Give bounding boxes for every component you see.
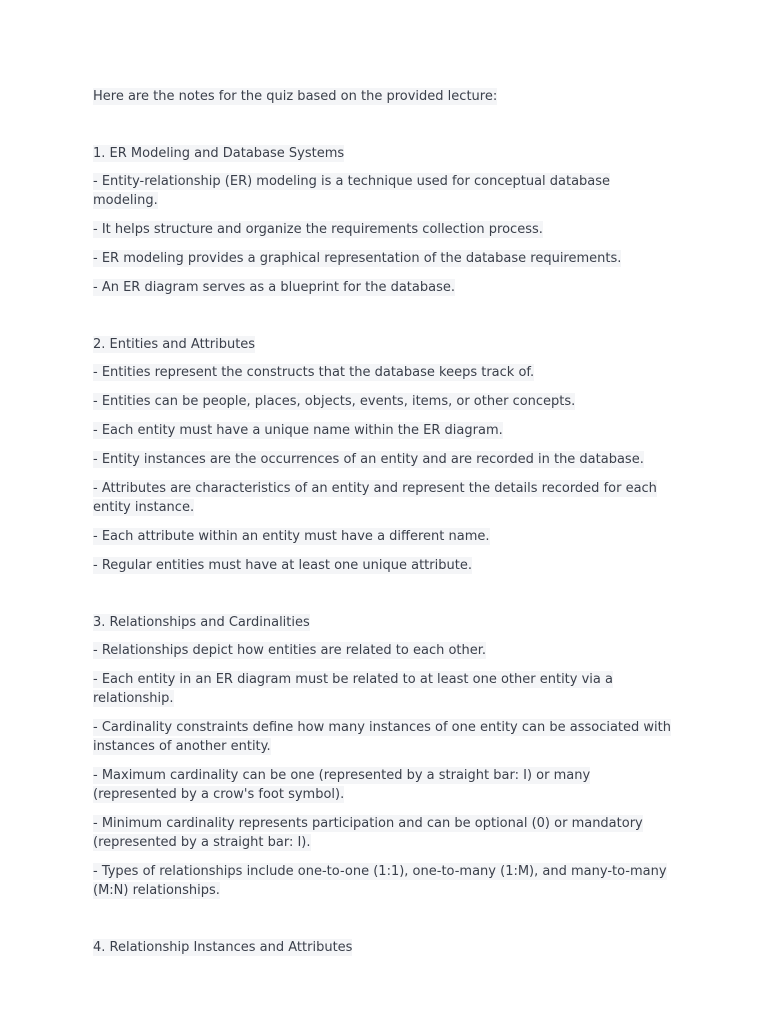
bullet-item: - Relationships depict how entities are related to each other.: [93, 643, 487, 658]
section-heading: 1. ER Modeling and Database Systems: [93, 146, 345, 161]
section-heading: 2. Entities and Attributes: [93, 337, 256, 352]
bullet-item: - Types of relationships include one-to-one (1:1), one-to-many (1:M), and many-to-many (M:N) relationships.: [93, 864, 667, 898]
section-heading: 3. Relationships and Cardinalities: [93, 615, 310, 630]
bullet-item: - Each attribute within an entity must have a different name.: [93, 529, 490, 544]
bullet-item: - Each entity must have a unique name within the ER diagram.: [93, 423, 503, 438]
bullet-item: - Entity instances are the occurrences of an entity and are recorded in the database.: [93, 452, 644, 467]
bullet-item: - Entities represent the constructs that the database keeps track of.: [93, 365, 535, 380]
section-heading: 4. Relationship Instances and Attributes: [93, 940, 353, 955]
bullet-item: - Maximum cardinality can be one (represented by a straight bar: I) or many (represented by a crow's foot symbol).: [93, 768, 591, 802]
bullet-item: - It helps structure and organize the requirements collection process.: [93, 222, 543, 237]
intro-text: Here are the notes for the quiz based on the provided lecture:: [93, 89, 498, 104]
bullet-item: - Entity-relationship (ER) modeling is a technique used for conceptual database modeling.: [93, 174, 611, 208]
bullet-item: - Minimum cardinality represents participation and can be optional (0) or mandatory (represented by a straight bar: I).: [93, 816, 643, 850]
bullet-item: - Attributes are characteristics of an entity and represent the details recorded for each entity instance.: [93, 481, 657, 515]
bullet-item: - Regular entities must have at least one unique attribute.: [93, 558, 472, 573]
intro-paragraph: [93, 87, 678, 106]
bullet-item: - Cardinality constraints define how many instances of one entity can be associated with instances of another entity.: [93, 720, 671, 754]
bullet-item: - Each entity in an ER diagram must be related to at least one other entity via a relationship.: [93, 672, 613, 706]
bullet-item: - An ER diagram serves as a blueprint for the database.: [93, 280, 455, 295]
notes-body: [93, 87, 678, 966]
bullet-item: - Entities can be people, places, objects, events, items, or other concepts.: [93, 394, 576, 409]
bullet-item: - ER modeling provides a graphical representation of the database requirements.: [93, 251, 622, 266]
